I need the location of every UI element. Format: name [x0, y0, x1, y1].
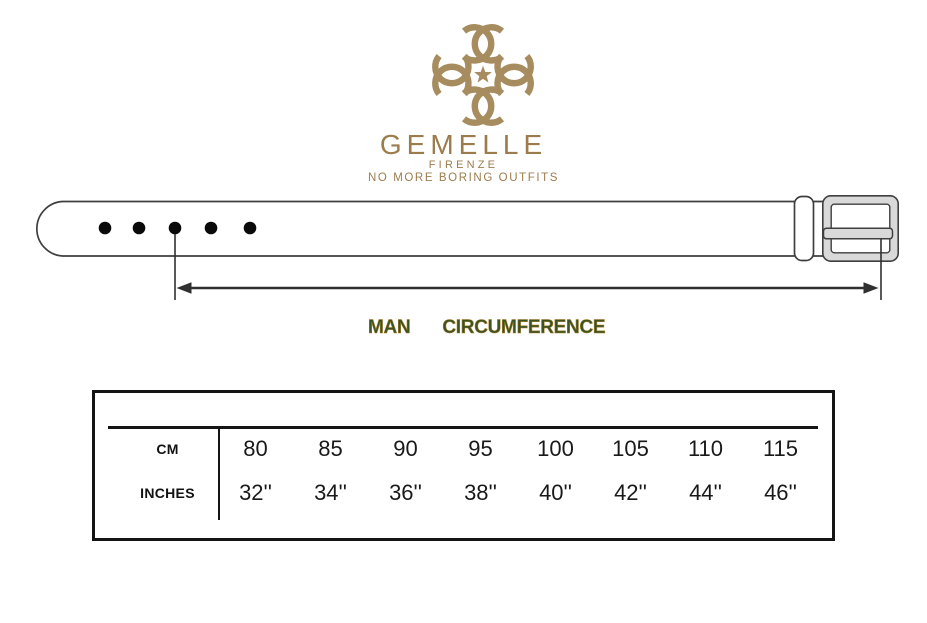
table-row-inches: [95, 475, 832, 511]
cm-value: 110: [687, 436, 724, 461]
table-row-cm: [95, 431, 832, 467]
inches-value: 42'': [614, 480, 647, 505]
inches-value: 34'': [314, 480, 347, 505]
belt-hole: [169, 222, 182, 235]
belt-hole: [205, 222, 218, 235]
inches-value: 38'': [464, 480, 497, 505]
circumference-label: CIRCUMFERENCE: [442, 317, 606, 338]
cm-value: 80: [243, 436, 268, 461]
belt-hole: [133, 222, 146, 235]
belt-keeper: [795, 197, 814, 261]
inches-value: 36'': [389, 480, 422, 505]
inches-value: 40'': [539, 480, 572, 505]
cm-value: 95: [468, 436, 493, 461]
measurement-caption: [368, 317, 605, 339]
size-table: [92, 390, 835, 541]
cm-value: 105: [612, 436, 649, 461]
brand-name: GEMELLE: [379, 129, 548, 160]
brand-city: FIRENZE: [428, 159, 499, 171]
belt-hole: [244, 222, 257, 235]
row-label-inches: INCHES: [140, 485, 195, 501]
table-top-rule: [108, 426, 818, 429]
brand-tagline: NO MORE BORING OUTFITS: [367, 172, 560, 184]
belt-strap: [37, 202, 889, 257]
cm-value: 85: [318, 436, 343, 461]
inches-value: 44'': [689, 480, 722, 505]
cm-value: 90: [393, 436, 418, 461]
cm-value: 100: [537, 436, 574, 461]
inches-value: 46'': [764, 480, 797, 505]
buckle-prong: [824, 228, 893, 239]
arrowhead-right-icon: [864, 282, 879, 294]
cm-value: 115: [762, 436, 799, 461]
man-label: MAN: [368, 317, 411, 338]
row-label-cm: CM: [156, 441, 179, 457]
arrowhead-left-icon: [177, 282, 192, 294]
inches-value: 32'': [239, 480, 272, 505]
belt-hole: [99, 222, 112, 235]
